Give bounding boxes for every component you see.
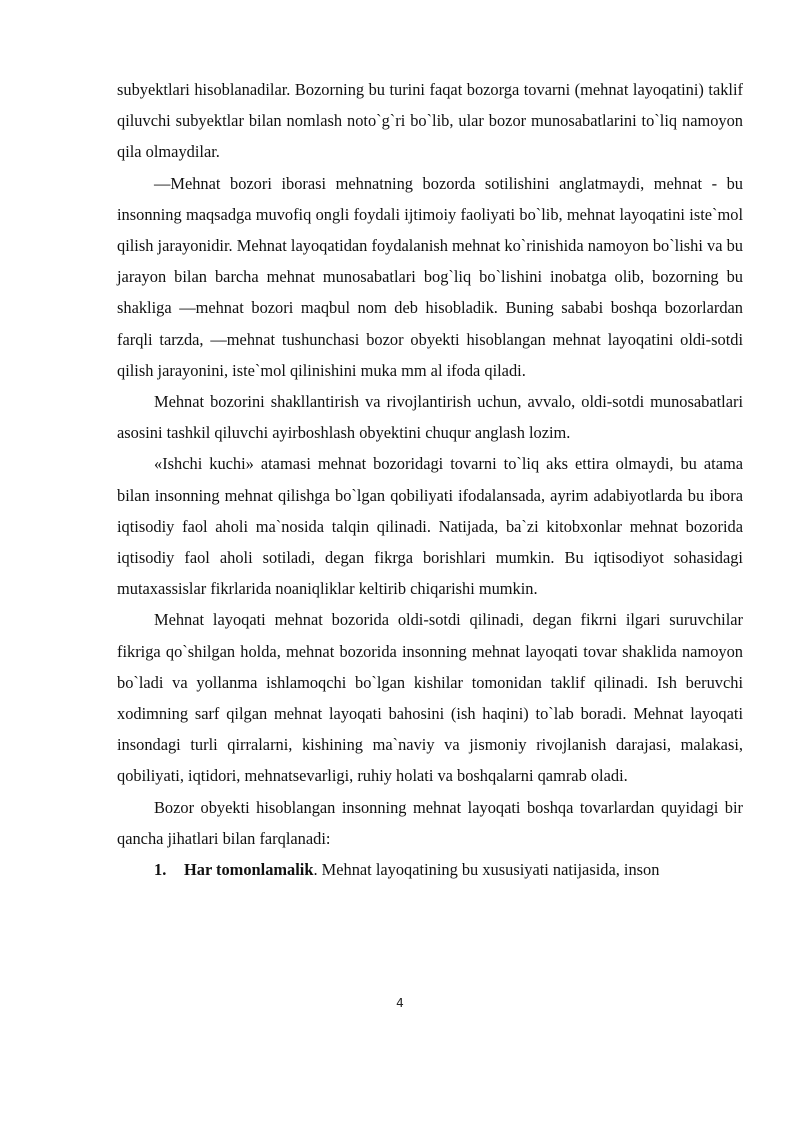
paragraph-6: Bozor obyekti hisoblangan insonning mehnat layoqati boshqa tovarlardan quyidagi bir qancha jihatlari bilan farqlanadi: [117,797,743,848]
paragraph-2: ―Mehnat bozori iborasi mehnatning bozorda sotilishini anglatmaydi, mehnat - bu insonning maqsadga muvofiq ongli foydali ijtimoiy faoliyati bo`lib, mehnat layoqatini iste`mol qilish jarayonidir. Mehnat layoqatidan foydalanish mehnat ko`rinishida namoyon bo`lishi va bu jarayon bilan barcha mehnat munosabatlari bog`liq bo`lishini inobatga olib, bozorning bu shakliga ―mehnat bozori maqbul nom deb hisobladik. Buning sababi boshqa bozorlardan farqli tarzda, ―mehnat tushunchasi bozor obyekti hisoblangan mehnat layoqatini oldi-sotdi qilish jarayonini, iste`mol qilinishini muka mm al ifoda qiladi. [117,173,743,380]
list-item-number: 1. [154,860,167,880]
paragraph-5: Mehnat layoqati mehnat bozorida oldi-sotdi qilinadi, degan fikrni ilgari suruvchilar fikriga qo`shilgan holda, mehnat bozorida insonning mehnat layoqati tovar shaklida namoyon bo`ladi va yollanma ishlamoqchi bo`lgan kishilar tomonidan taklif qilinadi. Ish beruvchi xodimning sarf qilgan mehnat layoqati bahosini (ish haqini) to`lab boradi. Mehnat layoqati insondagi turli qirralarni, kishining ma`naviy va jismoniy rivojlanish darajasi, malakasi, qobiliyati, iqtidori, mehnatsevarligi, ruhiy holati va boshqalarni qamrab oladi. [117,610,743,786]
list-item [117,854,743,885]
paragraph-3: Mehnat bozorini shakllantirish va rivojlantirish uchun, avvalo, oldi-sotdi munosabatlari asosini tashkil qiluvchi ayirboshlash obyektini chuqur anglash lozim. [117,392,743,443]
page-body [117,74,743,885]
list-item-text: . Mehnat layoqatining bu xususiyati natijasida, inson [313,860,660,880]
paragraph-1: subyektlari hisoblanadilar. Bozorning bu turini faqat bozorga tovarni (mehnat layoqatini) taklif qiluvchi subyektlar bilan nomlash noto`g`ri bo`lib, ular bozor munosabatlarini to`liq namoyon qila olmaydilar. [117,80,743,162]
list-item-title: Har tomonlamalik [184,860,314,880]
page-number: 4 [396,996,404,1010]
paragraph-4: «Ishchi kuchi» atamasi mehnat bozoridagi tovarni to`liq aks ettira olmaydi, bu atama bilan insonning mehnat qilishga bo`lgan qobiliyati ifodalansada, ayrim adabiyotlarda bu ibora iqtisodiy faol aholi ma`nosida talqin qilinadi. Natijada, ba`zi kitobxonlar mehnat bozorida iqtisodiy faol aholi sotiladi, degan fikrga borishlari mumkin. Bu iqtisodiyot sohasidagi mutaxassislar fikrlarida noaniqliklar keltirib chiqarishi mumkin. [117,454,743,599]
